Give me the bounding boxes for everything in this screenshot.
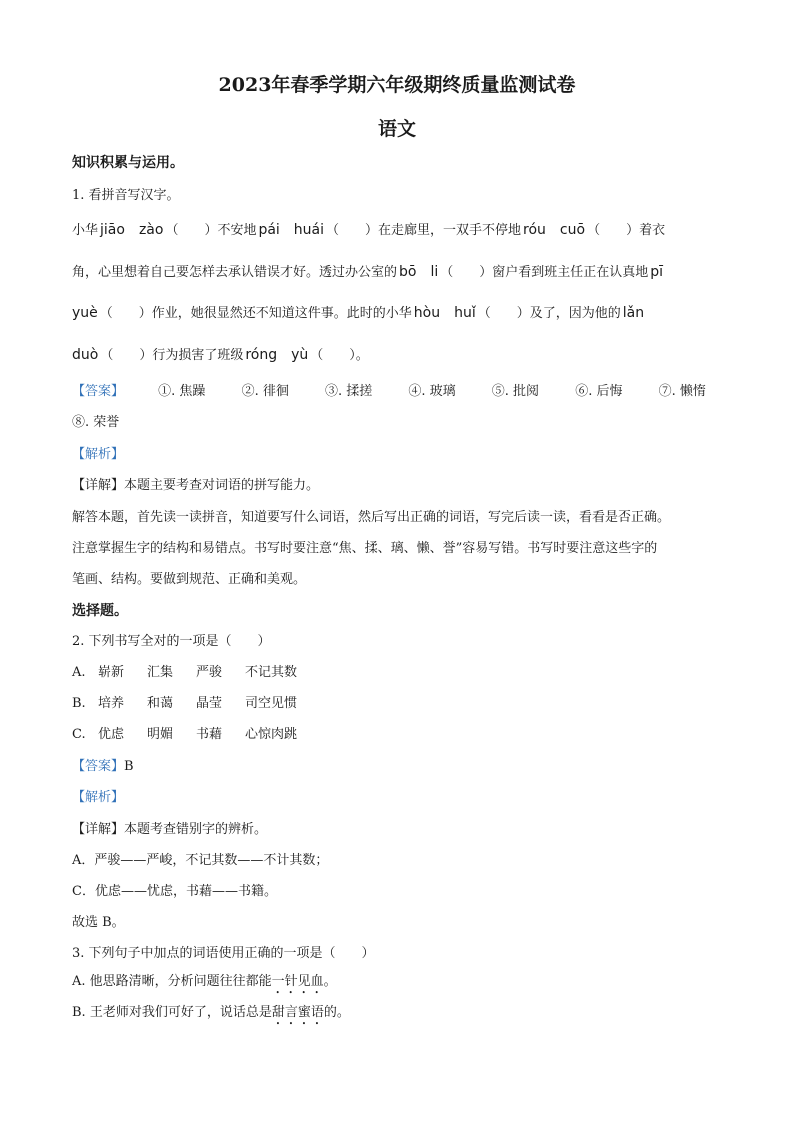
answer-item: ②. 徘徊 — [241, 384, 289, 399]
detail-tag: 【详解】 — [72, 822, 125, 837]
dotted-phrase: 甜言蜜语 — [271, 1005, 324, 1020]
q1-text: （ ）行为损害了班级 — [100, 348, 244, 363]
q2-conclusion: 故选 B。 — [72, 915, 125, 930]
q1-explanation-2: 注意掌握生字的结构和易错点。书写时要注意“焦、揉、璃、懒、誉”容易写错。书写时要注意这些字的 — [72, 541, 658, 556]
option-word: 书藉 — [196, 727, 223, 742]
pinyin: pī — [650, 264, 664, 280]
answer-item: ⑤. 批阅 — [491, 384, 540, 399]
option-word: 心惊肉跳 — [245, 727, 298, 742]
q2-option-a — [72, 661, 297, 680]
pinyin: róu cuō — [523, 222, 586, 238]
subject-title: 语文 — [377, 118, 416, 140]
option-text: 的。 — [323, 1005, 350, 1020]
answer-item: ①. 焦躁 — [158, 384, 206, 399]
answer-item: ④. 玻璃 — [408, 384, 456, 399]
pinyin: yuè — [72, 305, 98, 321]
q1-text: （ ）及了，因为他的 — [477, 306, 621, 321]
pinyin: róng yù — [245, 347, 309, 363]
dotted-phrase: 一针见血 — [271, 974, 324, 989]
detail-tag: 【详解】 — [72, 478, 125, 493]
q2-answer-row — [72, 755, 134, 774]
answer-tag: 【答案】 — [72, 759, 125, 774]
q1-text: 小华 — [72, 223, 99, 238]
analysis-tag: 【解析】 — [72, 790, 125, 805]
option-word: 明媚 — [147, 727, 174, 742]
q3-option-b — [72, 1001, 350, 1028]
answer-item: ⑦. 懒惰 — [658, 384, 706, 399]
q2-explanation-2: C．优虑——忧虑，书藉——书籍。 — [72, 884, 277, 899]
option-word: 汇集 — [147, 665, 174, 680]
q1-explanation-1: 解答本题，首先读一读拼音，知道要写什么词语，然后写出正确的词语，写完后读一读，看看是否正确。 — [72, 510, 671, 525]
option-word: 晶莹 — [196, 696, 223, 711]
q1-line-3 — [72, 302, 646, 322]
q1-text: （ ）作业，她很显然还不知道这件事。此时的小华 — [99, 306, 412, 321]
q1-stem: 1. 看拼音写汉字。 — [72, 188, 180, 203]
pinyin: duò — [72, 347, 99, 363]
q1-text: （ ）着衣 — [587, 223, 666, 238]
pinyin: lǎn — [622, 305, 645, 321]
option-word: 严骏 — [196, 665, 223, 680]
option-word: 培养 — [98, 696, 125, 711]
answer-item: ⑧. 荣誉 — [72, 415, 120, 430]
detail-text: 本题主要考查对词语的拼写能力。 — [124, 478, 320, 493]
detail-text: 本题考查错别字的辨析。 — [124, 822, 268, 837]
q1-text: （ ）在走廊里，一双手不停地 — [326, 223, 522, 238]
option-word: 崭新 — [98, 665, 125, 680]
pinyin: jiāo zào — [100, 222, 164, 238]
option-word: 和蔼 — [147, 696, 174, 711]
q1-text: （ ）窗户看到班主任正在认真地 — [440, 265, 649, 280]
answer-value: B — [124, 759, 134, 774]
option-letter: B. — [72, 696, 86, 711]
section-heading-choice: 选择题。 — [72, 603, 128, 619]
q2-explanation-1: A．严骏——严峻，不记其数——不计其数； — [72, 853, 329, 868]
pinyin: pái huái — [258, 222, 325, 238]
option-text: B. 王老师对我们可好了，说话总是 — [72, 1005, 272, 1020]
q3-stem: 3. 下列句子中加点的词语使用正确的一项是（ ） — [72, 946, 375, 961]
q1-line-1 — [72, 219, 665, 239]
q1-text: 角，心里想着自己要怎样去承认错误才好。透过办公室的 — [72, 265, 398, 280]
q1-explanation-3: 笔画、结构。要做到规范、正确和美观。 — [72, 572, 307, 587]
analysis-tag: 【解析】 — [72, 447, 125, 462]
q2-option-c — [72, 723, 297, 742]
q1-text: （ ）不安地 — [165, 223, 257, 238]
answer-tag: 【答案】 — [72, 384, 125, 399]
q2-option-b — [72, 692, 297, 711]
answer-item: ③. 揉搓 — [324, 384, 373, 399]
q2-detail — [72, 818, 267, 837]
pinyin: bō li — [399, 264, 439, 280]
option-letter: A. — [72, 665, 86, 680]
option-word: 司空见惯 — [245, 696, 298, 711]
q2-stem: 2. 下列书写全对的一项是（ ） — [72, 634, 271, 649]
q1-line-4 — [72, 344, 369, 364]
option-word: 优虑 — [98, 727, 125, 742]
q1-text: （ ）。 — [310, 348, 369, 363]
q1-detail — [72, 474, 319, 493]
option-text: 。 — [323, 974, 337, 989]
option-letter: C. — [72, 727, 86, 742]
q1-line-2 — [72, 261, 665, 281]
pinyin: hòu huǐ — [413, 305, 476, 321]
section-heading-knowledge: 知识积累与运用。 — [72, 155, 184, 171]
q1-answer-row — [72, 380, 706, 399]
option-text: A. 他思路清晰，分析问题往往都能 — [72, 974, 272, 989]
option-word: 不记其数 — [245, 665, 298, 680]
exam-title: 2023年春季学期六年级期终质量监测试卷 — [218, 74, 576, 96]
answer-item: ⑥. 后悔 — [575, 384, 623, 399]
q3-option-a — [72, 970, 337, 997]
